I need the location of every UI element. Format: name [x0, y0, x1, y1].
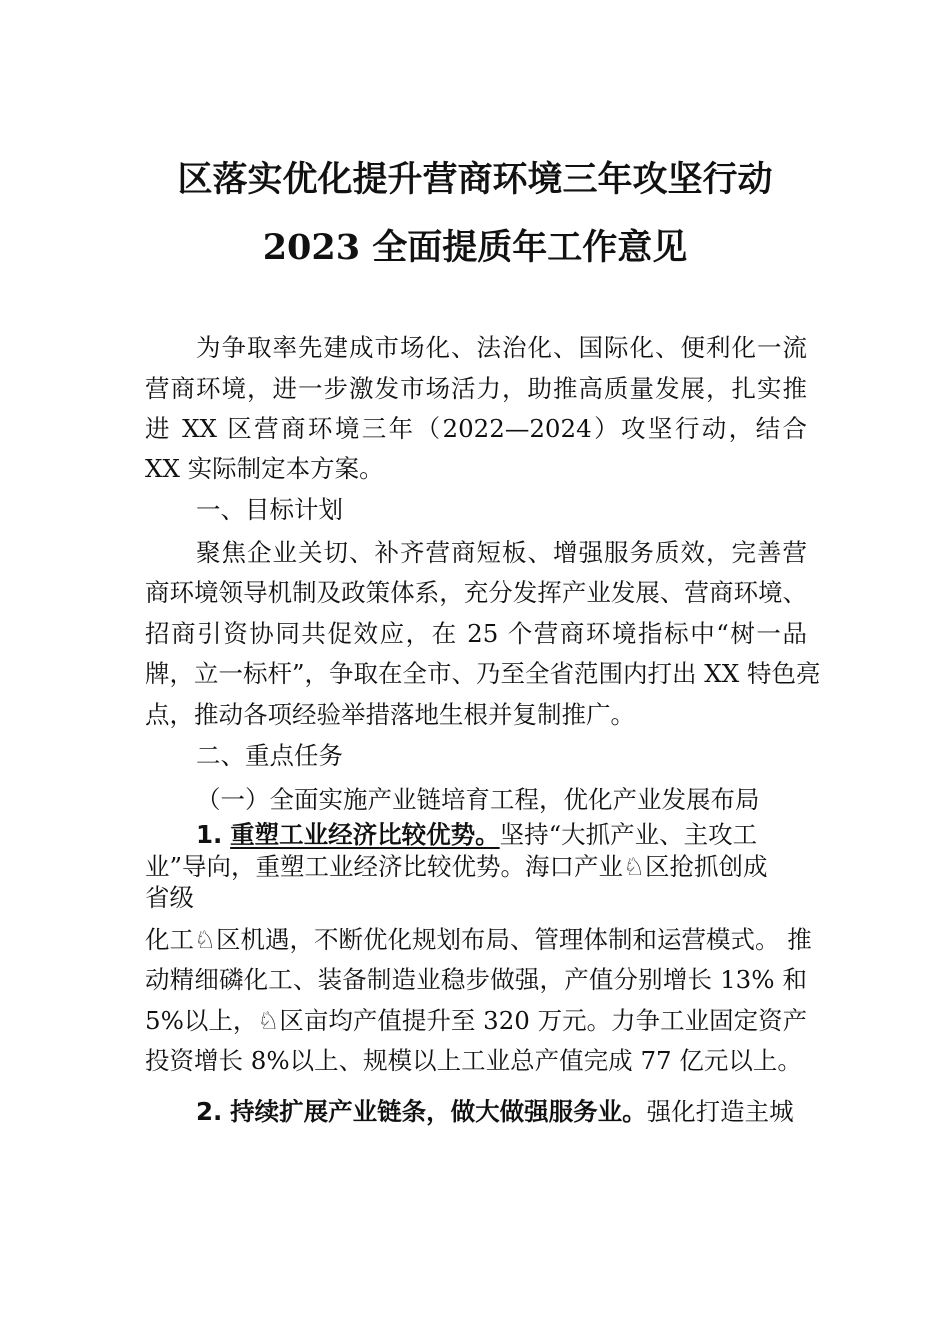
- item-2-first-line-text: 强化打造主城: [646, 1097, 794, 1126]
- section-heading-goals: 一、目标计划: [196, 495, 343, 524]
- document-title-line-1: 区落实优化提升营商环境三年攻坚行动: [177, 159, 773, 200]
- intro-line-4: XX 实际制定本方案。: [145, 454, 384, 483]
- item-1-line-6: 5%以上，♘区亩均产值提升至 320 万元。力争工业固定资产: [145, 1006, 808, 1035]
- item-1-line-7: 投资增长 8%以上、规模以上工业总产值完成 77 亿元以上。: [145, 1046, 802, 1075]
- item-1-line-2: 业”导向，重塑工业经济比较优势。海口产业♘区抢抓创成: [145, 852, 768, 881]
- item-1-line-3: 省级: [145, 883, 194, 912]
- goals-line-3: 招商引资协同共促效应，在 25 个营商环境指标中“树一品: [145, 619, 807, 648]
- item-1-first-line-text: 坚持“大抓产业、主攻工: [499, 820, 758, 849]
- section-heading-tasks: 二、重点任务: [196, 741, 343, 770]
- item-2-first-line: [196, 1097, 794, 1127]
- item-1-line-4: 化工♘区机遇，不断优化规划布局、管理体制和运营模式。 推: [145, 925, 812, 954]
- intro-line-3: 进 XX 区营商环境三年（2022—2024）攻坚行动，结合: [145, 414, 807, 443]
- goals-line-2: 商环境领导机制及政策体系，充分发挥产业发展、营商环境、: [145, 578, 807, 607]
- goals-line-1: 聚焦企业关切、补齐营商短板、增强服务质效，完善营: [196, 538, 807, 567]
- item-1-number: 1.: [196, 820, 223, 849]
- goals-line-4: 牌，立一标杆”，争取在全市、乃至全省范围内打出 XX 特色亮: [145, 659, 821, 688]
- item-1-line-5: 动精细磷化工、装备制造业稳步做强，产值分别增长 13% 和: [145, 965, 807, 994]
- document-title-line-2: 2023 全面提质年工作意见: [262, 227, 688, 268]
- subsection-heading-1: （一）全面实施产业链培育工程，优化产业发展布局: [196, 785, 760, 814]
- item-1-title: 重塑工业经济比较优势。: [230, 820, 500, 849]
- item-2-title: 持续扩展产业链条，做大做强服务业。: [230, 1097, 647, 1126]
- item-1-first-line: [196, 820, 757, 850]
- intro-line-2: 营商环境，进一步激发市场活力，助推高质量发展，扎实推: [145, 374, 807, 403]
- goals-line-5: 点，推动各项经验举措落地生根并复制推广。: [145, 700, 635, 729]
- intro-line-1: 为争取率先建成市场化、法治化、国际化、便利化一流: [196, 333, 807, 362]
- item-2-number: 2.: [196, 1097, 223, 1126]
